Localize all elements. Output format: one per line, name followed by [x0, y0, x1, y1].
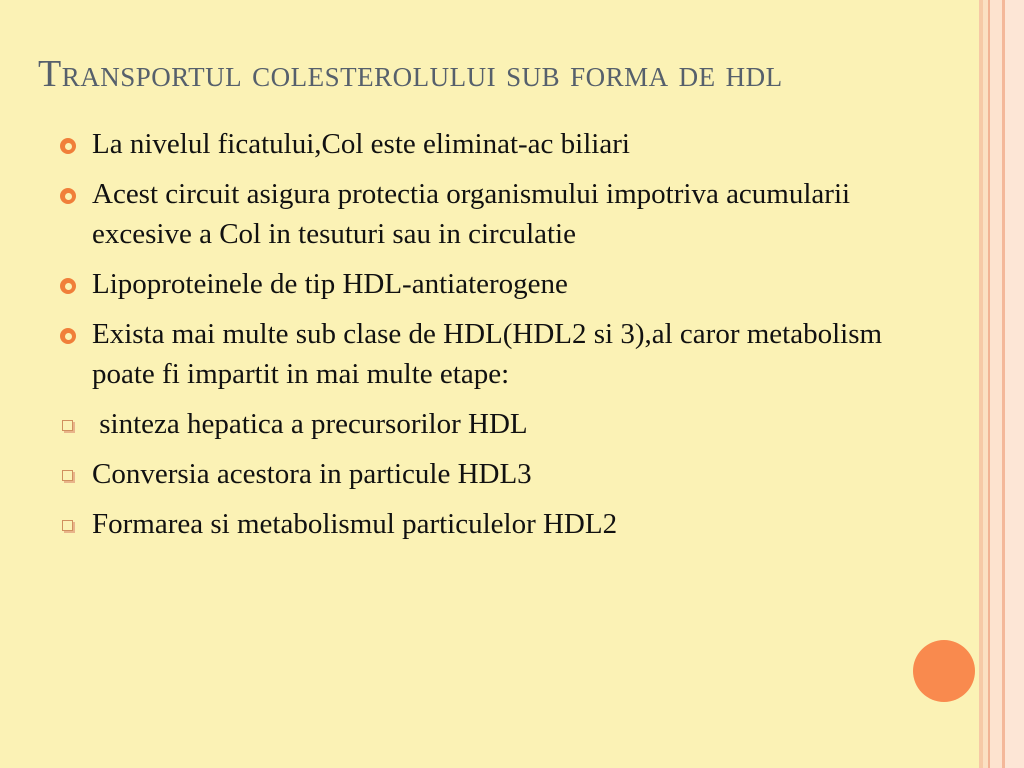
bullet-text: Lipoproteinele de tip HDL-antiaterogene [92, 268, 568, 300]
bullet-item [60, 264, 940, 304]
bullet-item [60, 124, 940, 164]
side-stripe [990, 0, 1002, 768]
bullet-text: Formarea si metabolismul particulelor HDL2 [92, 508, 618, 540]
sub-bullet-item [60, 454, 940, 494]
decorative-circle [913, 640, 975, 702]
square-bullet-icon [62, 470, 73, 481]
circle-bullet-icon [60, 278, 76, 294]
slide-title: Transportul colesterolului sub forma de hdl [38, 53, 783, 95]
bullet-item [60, 174, 940, 254]
circle-bullet-icon [60, 188, 76, 204]
square-bullet-icon [62, 420, 73, 431]
side-stripe [1005, 0, 1024, 768]
bullet-text: sinteza hepatica a precursorilor HDL [92, 408, 528, 440]
square-bullet-icon [62, 520, 73, 531]
sub-bullet-item [60, 404, 940, 444]
bullet-text: Conversia acestora in particule HDL3 [92, 458, 532, 490]
circle-bullet-icon [60, 328, 76, 344]
bullet-item [60, 314, 940, 394]
bullet-text: Exista mai multe sub clase de HDL(HDL2 si 3),al caror metabolism poate fi impartit in mai multe etape: [92, 318, 883, 390]
sub-bullet-item [60, 504, 940, 544]
bullet-text: La nivelul ficatului,Col este eliminat-ac biliari [92, 128, 630, 160]
bullet-list [60, 124, 940, 554]
bullet-text: Acest circuit asigura protectia organismului impotriva acumularii excesive a Col in tesuturi sau in circulatie [92, 178, 851, 250]
circle-bullet-icon [60, 138, 76, 154]
